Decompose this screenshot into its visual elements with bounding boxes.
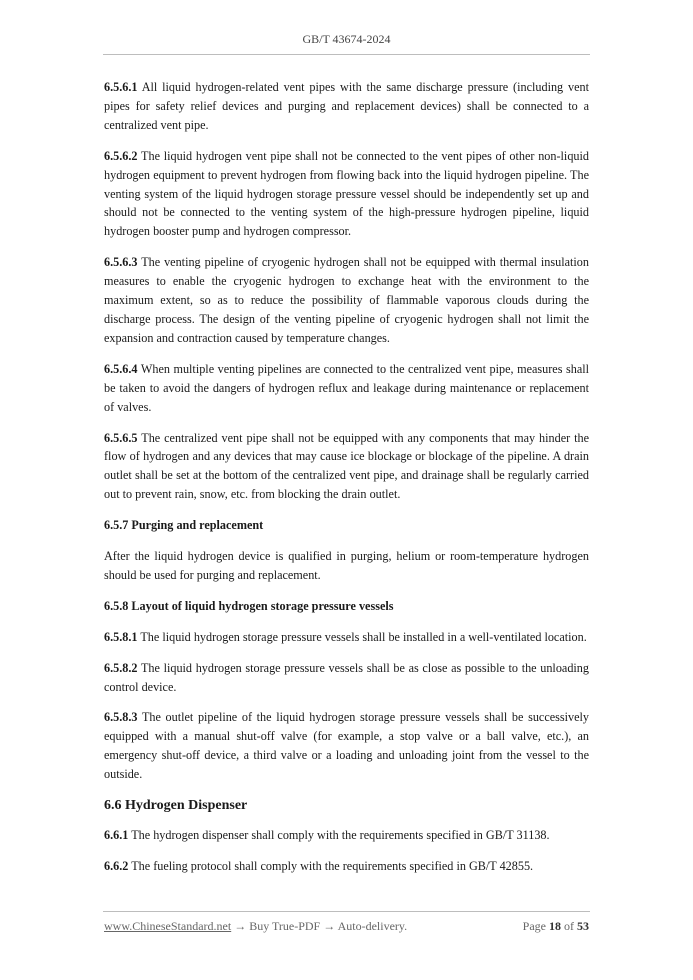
clause-6-5-6-3: [104, 253, 589, 348]
clause-text: The outlet pipeline of the liquid hydrogen storage pressure vessels shall be successively equipped with a manual shut-off valve (for example, a stop valve or a ball valve, etc.), an emergency shut-off device, a third valve or a loading and unloading joint from the vessel to the outside.: [104, 710, 589, 782]
clause-number: 6.5.6.5: [104, 430, 138, 445]
clause-text: The liquid hydrogen storage pressure vessels shall be as close as possible to the unloading control device.: [104, 660, 589, 694]
page-body: [104, 78, 589, 888]
clause-number: 6.5.8.3: [104, 710, 138, 725]
subsection-heading-6-5-8: 6.5.8 Layout of liquid hydrogen storage pressure vessels: [104, 598, 394, 613]
clause-number: 6.6.1: [104, 828, 129, 843]
arrow-right-icon: →: [234, 919, 247, 933]
footer-divider: [103, 911, 590, 912]
site-link[interactable]: www.ChineseStandard.net: [104, 919, 232, 933]
clause-6-5-6-1: [104, 78, 589, 135]
clause-number: 6.5.8.2: [104, 660, 138, 675]
clause-text: When multiple venting pipelines are connected to the centralized vent pipe, measures shall be taken to avoid the dangers of hydrogen reflux and leakage during maintenance or replacement of valves.: [104, 361, 589, 414]
page-label: Page: [522, 919, 546, 933]
subsection-text-6-5-7: After the liquid hydrogen device is qualified in purging, helium or room-temperature hydrogen should be used for purging and replacement.: [104, 549, 589, 582]
clause-text: The hydrogen dispenser shall comply with the requirements specified in GB/T 31138.: [131, 828, 550, 843]
clause-6-5-6-5: [104, 429, 589, 505]
clause-6-5-6-4: [104, 360, 589, 417]
section-heading-6-6: 6.6 Hydrogen Dispenser: [104, 798, 248, 814]
clause-6-5-6-2: [104, 147, 589, 242]
clause-number: 6.5.6.1: [104, 80, 138, 94]
clause-text: The centralized vent pipe shall not be equipped with any components that may hinder the flow of hydrogen and any devices that may cause ice blockage or blockage of the pipeline. A drain outlet shall be set at the bottom of the centralized vent pipe, and drainage shall be regularly carried out to prevent rain, snow, etc. from blocking the drain outlet.: [104, 430, 590, 502]
clause-text: All liquid hydrogen-related vent pipes with the same discharge pressure (including vent pipes for safety relief devices and purging and replacement devices) shall be connected to a centralized vent pipe.: [104, 80, 589, 132]
clause-6-6-1: [104, 826, 589, 845]
clause-text: The fueling protocol shall comply with the requirements specified in GB/T 42855.: [131, 859, 534, 873]
page-number: [523, 919, 589, 934]
clause-6-5-8-1: [104, 628, 589, 647]
clause-6-5-8-2: [104, 659, 589, 697]
clause-number: 6.6.2: [104, 859, 129, 873]
subsection-heading-6-5-7: 6.5.7 Purging and replacement: [104, 518, 264, 533]
clause-6-6-2: [104, 857, 589, 876]
document-header: [0, 32, 693, 47]
clause-number: 6.5.6.3: [104, 255, 138, 270]
arrow-right-icon: →: [323, 919, 336, 933]
header-divider: [103, 54, 590, 55]
auto-delivery-text: Auto-delivery.: [337, 919, 408, 933]
clause-text: The liquid hydrogen storage pressure vessels shall be installed in a well-ventilated location.: [140, 629, 587, 644]
clause-number: 6.5.8.1: [104, 629, 138, 644]
clause-text: The venting pipeline of cryogenic hydrogen shall not be equipped with thermal insulation measures to enable the cryogenic hydrogen to exchange heat with the environment to the maximum extent, so as to reduce the possibility of flammable vaporous clouds during the discharge process. The design of the venting pipeline of cryogenic hydrogen shall not limit the expansion and contraction caused by temperature changes.: [104, 255, 589, 345]
clause-text: The liquid hydrogen vent pipe shall not be connected to the vent pipes of other non-liquid hydrogen equipment to prevent hydrogen from flowing back into the liquid hydrogen pipeline. The venting system of the liquid hydrogen storage pressure vessel should be independently set up and should not be connected to the venting system of the high-pressure hydrogen pipeline, liquid hydrogen booster pump and hydrogen compressor.: [104, 148, 589, 239]
clause-6-5-8-3: [104, 708, 589, 784]
page-of-label: of: [564, 919, 574, 933]
clause-number: 6.5.6.4: [104, 361, 138, 376]
standard-code: GB/T 43674-2024: [302, 32, 391, 46]
page-total: 53: [577, 919, 589, 933]
footer-links: [104, 919, 407, 934]
buy-pdf-link[interactable]: Buy True-PDF: [249, 919, 321, 933]
page-current: 18: [549, 919, 561, 933]
clause-number: 6.5.6.2: [104, 148, 138, 163]
